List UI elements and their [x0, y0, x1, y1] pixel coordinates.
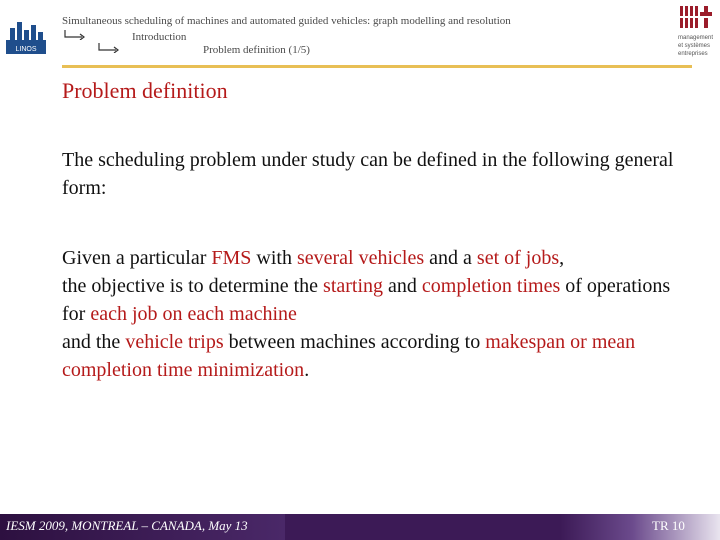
highlighted-term: several vehicles — [296, 247, 425, 269]
linos-logo-text: LINOS — [15, 46, 37, 53]
highlighted-term: set of jobs — [476, 247, 560, 269]
paragraph-text: and — [383, 275, 422, 297]
objective-paragraph — [62, 244, 682, 384]
highlighted-term: FMS — [211, 247, 252, 269]
paragraph-text: Given a particular — [62, 247, 212, 269]
breadcrumb-presentation-title: Simultaneous scheduling of machines and automated guided vehicles: graph modelling and resolution — [62, 15, 511, 27]
paragraph-text: , — [559, 247, 565, 269]
breadcrumb-section: Introduction — [132, 31, 187, 43]
paragraph-text: with — [251, 247, 297, 269]
linos-logo — [4, 18, 48, 56]
svg-text:entreprises: entreprises — [678, 51, 708, 57]
page-number: TR 10 — [652, 518, 685, 533]
breadcrumb-arrow-icon — [98, 43, 120, 53]
highlighted-term: vehicle trips — [125, 331, 224, 353]
highlighted-term: completion times — [421, 275, 561, 297]
paragraph-text: . — [304, 359, 310, 381]
slide-title: Problem definition — [62, 78, 228, 103]
paragraph-text: and the — [62, 331, 126, 353]
paragraph-text: the objective is to determine the — [62, 275, 324, 297]
highlighted-term: makespan or mean completion time minimization — [62, 331, 636, 381]
intro-paragraph: The scheduling problem under study can be defined in the following general form: — [62, 149, 674, 199]
paragraph-text: and a — [424, 247, 477, 269]
footer-right-band — [560, 514, 720, 540]
breadcrumb-arrow-icon — [64, 30, 86, 40]
highlighted-term: each job on each machine — [90, 303, 297, 325]
mse-logo — [676, 2, 718, 66]
header-divider — [62, 65, 692, 68]
paragraph-text: of operations for — [62, 275, 671, 325]
paragraph-text: between machines according to — [223, 331, 486, 353]
svg-text:management: management — [678, 35, 714, 41]
breadcrumb-subsection: Problem definition (1/5) — [203, 44, 310, 56]
svg-text:et systèmes: et systèmes — [678, 43, 711, 49]
highlighted-term: starting — [323, 275, 384, 297]
footer-conference: IESM 2009, MONTREAL – CANADA, May 13 — [6, 518, 248, 533]
